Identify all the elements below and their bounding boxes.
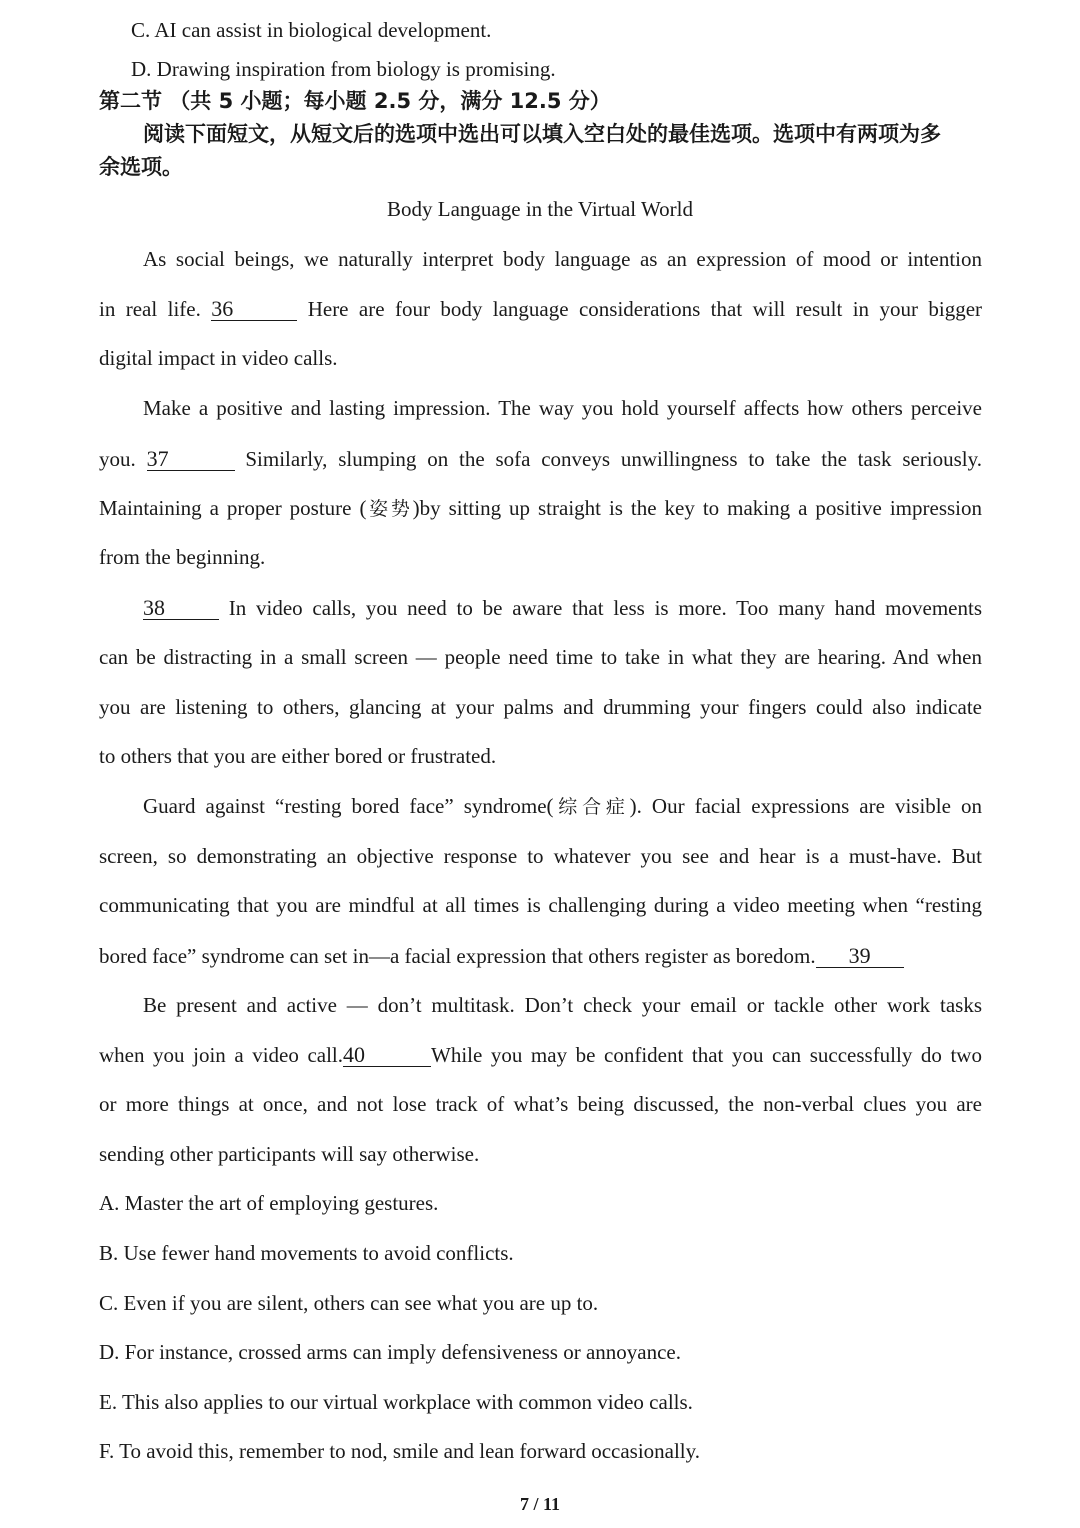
p3-line1 bbox=[143, 595, 982, 621]
p2-line4: from the beginning. bbox=[99, 545, 266, 569]
p5-line4: sending other participants will say otherwise. bbox=[99, 1142, 480, 1166]
p4-line1-start: Guard against “resting bored face” syndrome( bbox=[143, 794, 554, 818]
prev-option-c: C. AI can assist in biological development. bbox=[131, 18, 492, 42]
blank-40[interactable]: 40 bbox=[343, 1044, 431, 1067]
p1-line2-end: Here are four body language considerations that will result in your bigger bbox=[307, 297, 983, 321]
blank-36[interactable]: 36 bbox=[211, 298, 297, 321]
p1-line1: As social beings, we naturally interpret body language as an expression of mood or intention bbox=[143, 247, 982, 271]
option-e[interactable]: E. This also applies to our virtual workplace with common video calls. bbox=[99, 1390, 693, 1414]
section-instruction-line1: 阅读下面短文，从短文后的选项中选出可以填入空白处的最佳选项。选项中有两项为多 bbox=[143, 122, 941, 146]
p1-line2 bbox=[99, 296, 982, 322]
option-b[interactable]: B. Use fewer hand movements to avoid conflicts. bbox=[99, 1241, 514, 1265]
section-instruction-line2: 余选项。 bbox=[99, 155, 183, 179]
p3-line4: to others that you are either bored or frustrated. bbox=[99, 744, 497, 768]
blank-37[interactable]: 37 bbox=[147, 448, 235, 471]
option-d[interactable]: D. For instance, crossed arms can imply defensiveness or annoyance. bbox=[99, 1340, 681, 1364]
p5-line2-start: when you join a video call. bbox=[99, 1043, 343, 1067]
p4-line1 bbox=[143, 793, 982, 820]
prev-option-d: D. Drawing inspiration from biology is promising. bbox=[131, 57, 556, 81]
p3-line2: can be distracting in a small screen — people need time to take in what they are hearing. And when bbox=[99, 645, 982, 669]
syndrome-chinese-gloss: 综合症 bbox=[553, 796, 630, 818]
p4-line3: communicating that you are mindful at all times is challenging during a video meeting when “resting bbox=[99, 893, 982, 917]
p2-line3-end: )by sitting up straight is the key to making a positive impression bbox=[412, 496, 982, 520]
option-c[interactable]: C. Even if you are silent, others can see what you are up to. bbox=[99, 1291, 599, 1315]
p2-line2 bbox=[99, 446, 982, 472]
p5-line2 bbox=[99, 1042, 982, 1068]
p5-line2-end: While you may be confident that you can successfully do two bbox=[431, 1043, 982, 1067]
p2-line2-end: Similarly, slumping on the sofa conveys unwillingness to take the task seriously. bbox=[245, 447, 983, 471]
p2-line3 bbox=[99, 495, 982, 522]
posture-chinese-gloss: 姿势 bbox=[366, 498, 413, 520]
p4-line4-start: bored face” syndrome can set in—a facial expression that others register as boredom. bbox=[99, 944, 816, 968]
blank-39[interactable]: 39 bbox=[816, 945, 904, 968]
option-f[interactable]: F. To avoid this, remember to nod, smile and lean forward occasionally. bbox=[99, 1439, 701, 1463]
p1-line2-start: in real life. bbox=[99, 297, 201, 321]
p5-line3: or more things at once, and not lose track of what’s being discussed, the non-verbal clues you are bbox=[99, 1092, 982, 1116]
p4-line4 bbox=[99, 943, 904, 969]
passage-title: Body Language in the Virtual World bbox=[387, 197, 693, 221]
p4-line2: screen, so demonstrating an objective response to whatever you see and hear is a must-have. But bbox=[99, 844, 982, 868]
p5-line1: Be present and active — don’t multitask. Don’t check your email or tackle other work tasks bbox=[143, 993, 982, 1017]
p2-line1: Make a positive and lasting impression. The way you hold yourself affects how others perceive bbox=[143, 396, 982, 420]
p1-line3: digital impact in video calls. bbox=[99, 346, 338, 370]
page-number: 7 / 11 bbox=[519, 1494, 560, 1514]
blank-38[interactable]: 38 bbox=[143, 597, 219, 620]
section-heading: 第二节 （共 5 小题；每小题 2.5 分，满分 12.5 分） bbox=[99, 89, 611, 113]
p2-line2-start: you. bbox=[99, 447, 136, 471]
p3-line1-end: In video calls, you need to be aware that less is more. Too many hand movements bbox=[228, 596, 982, 620]
option-a[interactable]: A. Master the art of employing gestures. bbox=[99, 1191, 439, 1215]
p3-line3: you are listening to others, glancing at your palms and drumming your fingers could also indicate bbox=[99, 695, 982, 719]
p2-line3-start: Maintaining a proper posture ( bbox=[99, 496, 367, 520]
p4-line1-end: ). Our facial expressions are visible on bbox=[629, 794, 982, 818]
